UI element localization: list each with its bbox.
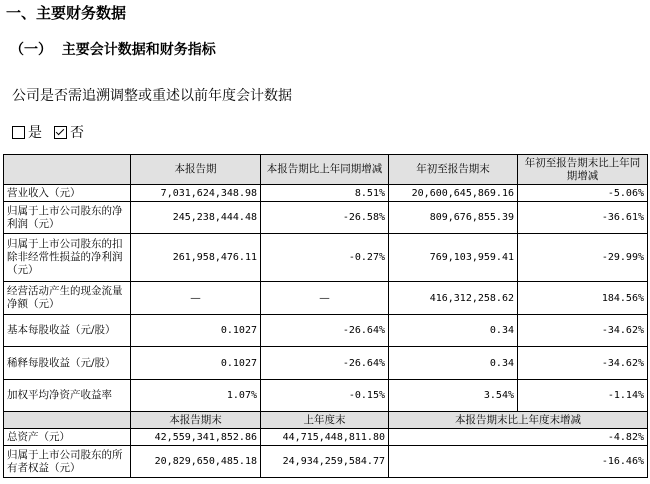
table-row [4, 185, 648, 202]
table-row [4, 429, 648, 446]
table-cell: 769,103,959.41 [389, 234, 518, 282]
header-cell: 本报告期 [131, 155, 261, 185]
table-cell: 184.56% [518, 282, 648, 315]
financial-data-table [3, 154, 648, 478]
checkbox-no[interactable] [54, 126, 67, 139]
row-label: 稀释每股收益（元/股） [4, 347, 131, 380]
table-cell: — [131, 282, 261, 315]
section-title: 一、主要财务数据 [6, 4, 127, 22]
table-cell: -5.06% [518, 185, 648, 202]
table-row [4, 315, 648, 347]
row-label: 经营活动产生的现金流量净额（元） [4, 282, 131, 315]
header-cell: 年初至报告期末 [389, 155, 518, 185]
table-row [4, 234, 648, 282]
table-cell: -36.61% [518, 202, 648, 234]
row-label: 加权平均净资产收益率 [4, 380, 131, 412]
table-row [4, 347, 648, 380]
table-cell: 20,600,645,869.16 [389, 185, 518, 202]
header-cell [4, 412, 131, 429]
table-cell: — [261, 282, 389, 315]
table-cell: 0.1027 [131, 347, 261, 380]
checkbox-yes[interactable] [12, 126, 25, 139]
table-cell: 0.1027 [131, 315, 261, 347]
table-cell: 3.54% [389, 380, 518, 412]
row-label: 基本每股收益（元/股） [4, 315, 131, 347]
header-cell: 本报告期末 [131, 412, 261, 429]
table-cell: 0.34 [389, 347, 518, 380]
table-cell: -34.62% [518, 347, 648, 380]
table-header-row [4, 412, 648, 429]
row-label: 营业收入（元） [4, 185, 131, 202]
table-cell: 809,676,855.39 [389, 202, 518, 234]
subsection-title: （一） 主要会计数据和财务指标 [10, 42, 216, 58]
restatement-options [12, 122, 84, 142]
header-cell: 年初至报告期末比上年同期增减 [518, 155, 648, 185]
row-label: 归属于上市公司股东的扣除非经常性损益的净利润（元） [4, 234, 131, 282]
header-cell: 上年度末 [261, 412, 389, 429]
table-header-row [4, 155, 648, 185]
table-cell: -16.46% [389, 446, 648, 478]
table-row [4, 446, 648, 478]
table-cell: 261,958,476.11 [131, 234, 261, 282]
row-label: 归属于上市公司股东的净利润（元） [4, 202, 131, 234]
table-cell: 42,559,341,852.86 [131, 429, 261, 446]
table-cell: 8.51% [261, 185, 389, 202]
option-no-label: 否 [70, 125, 84, 141]
table-row [4, 282, 648, 315]
table-cell: -4.82% [389, 429, 648, 446]
table-cell: 20,829,650,485.18 [131, 446, 261, 478]
restatement-question: 公司是否需追溯调整或重述以前年度会计数据 [12, 88, 292, 104]
table-cell: -0.15% [261, 380, 389, 412]
row-label: 归属于上市公司股东的所有者权益（元） [4, 446, 131, 478]
table-cell: 24,934,259,584.77 [261, 446, 389, 478]
table-cell: -26.58% [261, 202, 389, 234]
header-cell [4, 155, 131, 185]
table-row [4, 202, 648, 234]
header-cell: 本报告期比上年同期增减 [261, 155, 389, 185]
table-cell: 0.34 [389, 315, 518, 347]
table-cell: -26.64% [261, 315, 389, 347]
table-cell: 7,031,624,348.98 [131, 185, 261, 202]
option-yes-label: 是 [28, 125, 42, 141]
row-label: 总资产（元） [4, 429, 131, 446]
table-cell: -34.62% [518, 315, 648, 347]
table-cell: -29.99% [518, 234, 648, 282]
table-cell: -0.27% [261, 234, 389, 282]
header-cell: 本报告期末比上年度末增减 [389, 412, 648, 429]
table-cell: -1.14% [518, 380, 648, 412]
table-cell: 1.07% [131, 380, 261, 412]
table-cell: -26.64% [261, 347, 389, 380]
table-cell: 416,312,258.62 [389, 282, 518, 315]
table-cell: 44,715,448,811.80 [261, 429, 389, 446]
table-row [4, 380, 648, 412]
table-cell: 245,238,444.48 [131, 202, 261, 234]
